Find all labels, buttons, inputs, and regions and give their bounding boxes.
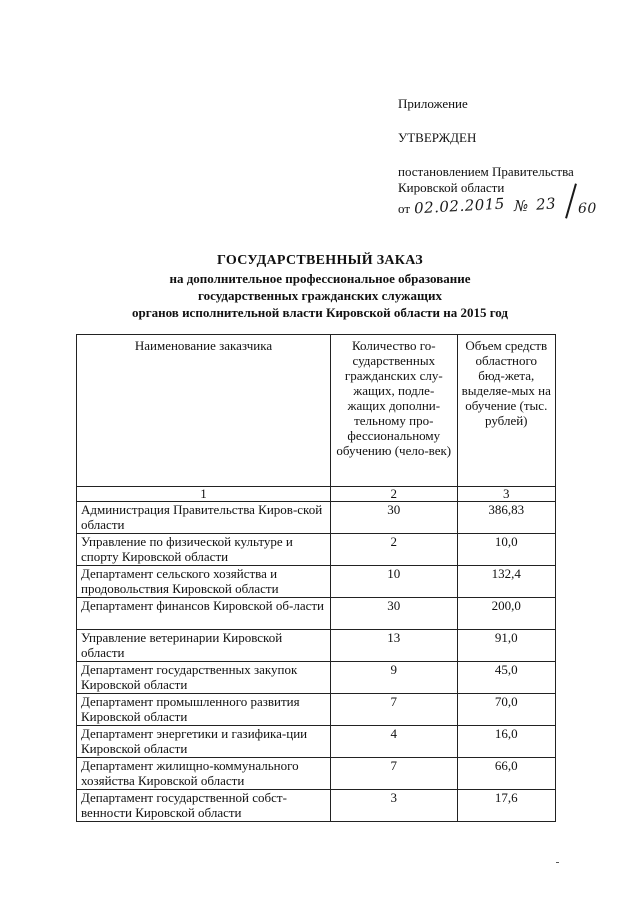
customer-name: Департамент сельского хозяйства и продовольствия Кировской области	[77, 566, 331, 598]
header-customer-name: Наименование заказчика	[77, 335, 331, 487]
state-order-table	[76, 334, 556, 822]
employee-count: 30	[331, 502, 458, 534]
title-line-2: на дополнительное профессиональное образование	[169, 271, 471, 286]
column-number-row	[77, 487, 556, 502]
employee-count: 3	[331, 790, 458, 822]
title-line-4: органов исполнительной власти Кировской области на 2015 год	[132, 305, 508, 320]
table-row	[77, 630, 556, 662]
title-line-3: государственных гражданских служащих	[198, 288, 442, 303]
header-budget-amount: Объем средств областного бюд-жета, выделяе-мых на обучение (тыс. рублей)	[457, 335, 555, 487]
column-number: 1	[77, 487, 331, 502]
budget-amount: 200,0	[457, 598, 555, 630]
decree-line-1: постановлением Правительства	[398, 164, 574, 179]
budget-amount: 386,83	[457, 502, 555, 534]
budget-amount: 45,0	[457, 662, 555, 694]
budget-amount: 70,0	[457, 694, 555, 726]
number-sign: №	[514, 197, 529, 215]
customer-name: Администрация Правительства Киров-ской области	[77, 502, 331, 534]
table-row	[77, 502, 556, 534]
decree-date-number	[398, 195, 628, 221]
budget-amount: 66,0	[457, 758, 555, 790]
handwritten-date: 02.02.2015	[413, 194, 506, 218]
employee-count: 7	[331, 758, 458, 790]
header-employee-count: Количество го-сударственных гражданских слу-жащих, подле-жащих дополни-тельному про-фессиональному обучению (чело-век)	[331, 335, 458, 487]
scan-speck	[556, 862, 559, 863]
budget-amount: 10,0	[457, 534, 555, 566]
customer-name: Департамент финансов Кировской об-ласти	[77, 598, 331, 630]
handwritten-number: 23	[535, 194, 557, 214]
date-prefix: от	[398, 201, 411, 216]
customer-name: Департамент промышленного развития Кировской области	[77, 694, 331, 726]
document-title	[0, 252, 640, 321]
employee-count: 7	[331, 694, 458, 726]
customer-name: Департамент энергетики и газифика-ции Кировской области	[77, 726, 331, 758]
table-row	[77, 694, 556, 726]
table-row	[77, 534, 556, 566]
customer-name: Департамент государственных закупок Кировской области	[77, 662, 331, 694]
employee-count: 4	[331, 726, 458, 758]
budget-amount: 17,6	[457, 790, 555, 822]
budget-amount: 91,0	[457, 630, 555, 662]
approved-label: УТВЕРЖДЕН	[398, 130, 477, 145]
employee-count: 13	[331, 630, 458, 662]
customer-name: Департамент государственной собст-венности Кировской области	[77, 790, 331, 822]
table-row	[77, 726, 556, 758]
approval-block	[398, 96, 628, 196]
decree-line-2: Кировской области	[398, 180, 505, 195]
table-row	[77, 662, 556, 694]
employee-count: 30	[331, 598, 458, 630]
table-row	[77, 598, 556, 630]
employee-count: 10	[331, 566, 458, 598]
customer-name: Управление ветеринарии Кировской области	[77, 630, 331, 662]
column-number: 3	[457, 487, 555, 502]
table-row	[77, 566, 556, 598]
budget-amount: 16,0	[457, 726, 555, 758]
budget-amount: 132,4	[457, 566, 555, 598]
handwritten-number-suffix: 60	[578, 201, 597, 217]
customer-name: Департамент жилищно-коммунального хозяйства Кировской области	[77, 758, 331, 790]
table-header-row	[77, 335, 556, 487]
customer-name: Управление по физической культуре и спорту Кировской области	[77, 534, 331, 566]
column-number: 2	[331, 487, 458, 502]
table-row	[77, 790, 556, 822]
title-line-1: ГОСУДАРСТВЕННЫЙ ЗАКАЗ	[216, 253, 423, 268]
employee-count: 9	[331, 662, 458, 694]
table-row	[77, 758, 556, 790]
appendix-label: Приложение	[398, 96, 468, 111]
employee-count: 2	[331, 534, 458, 566]
